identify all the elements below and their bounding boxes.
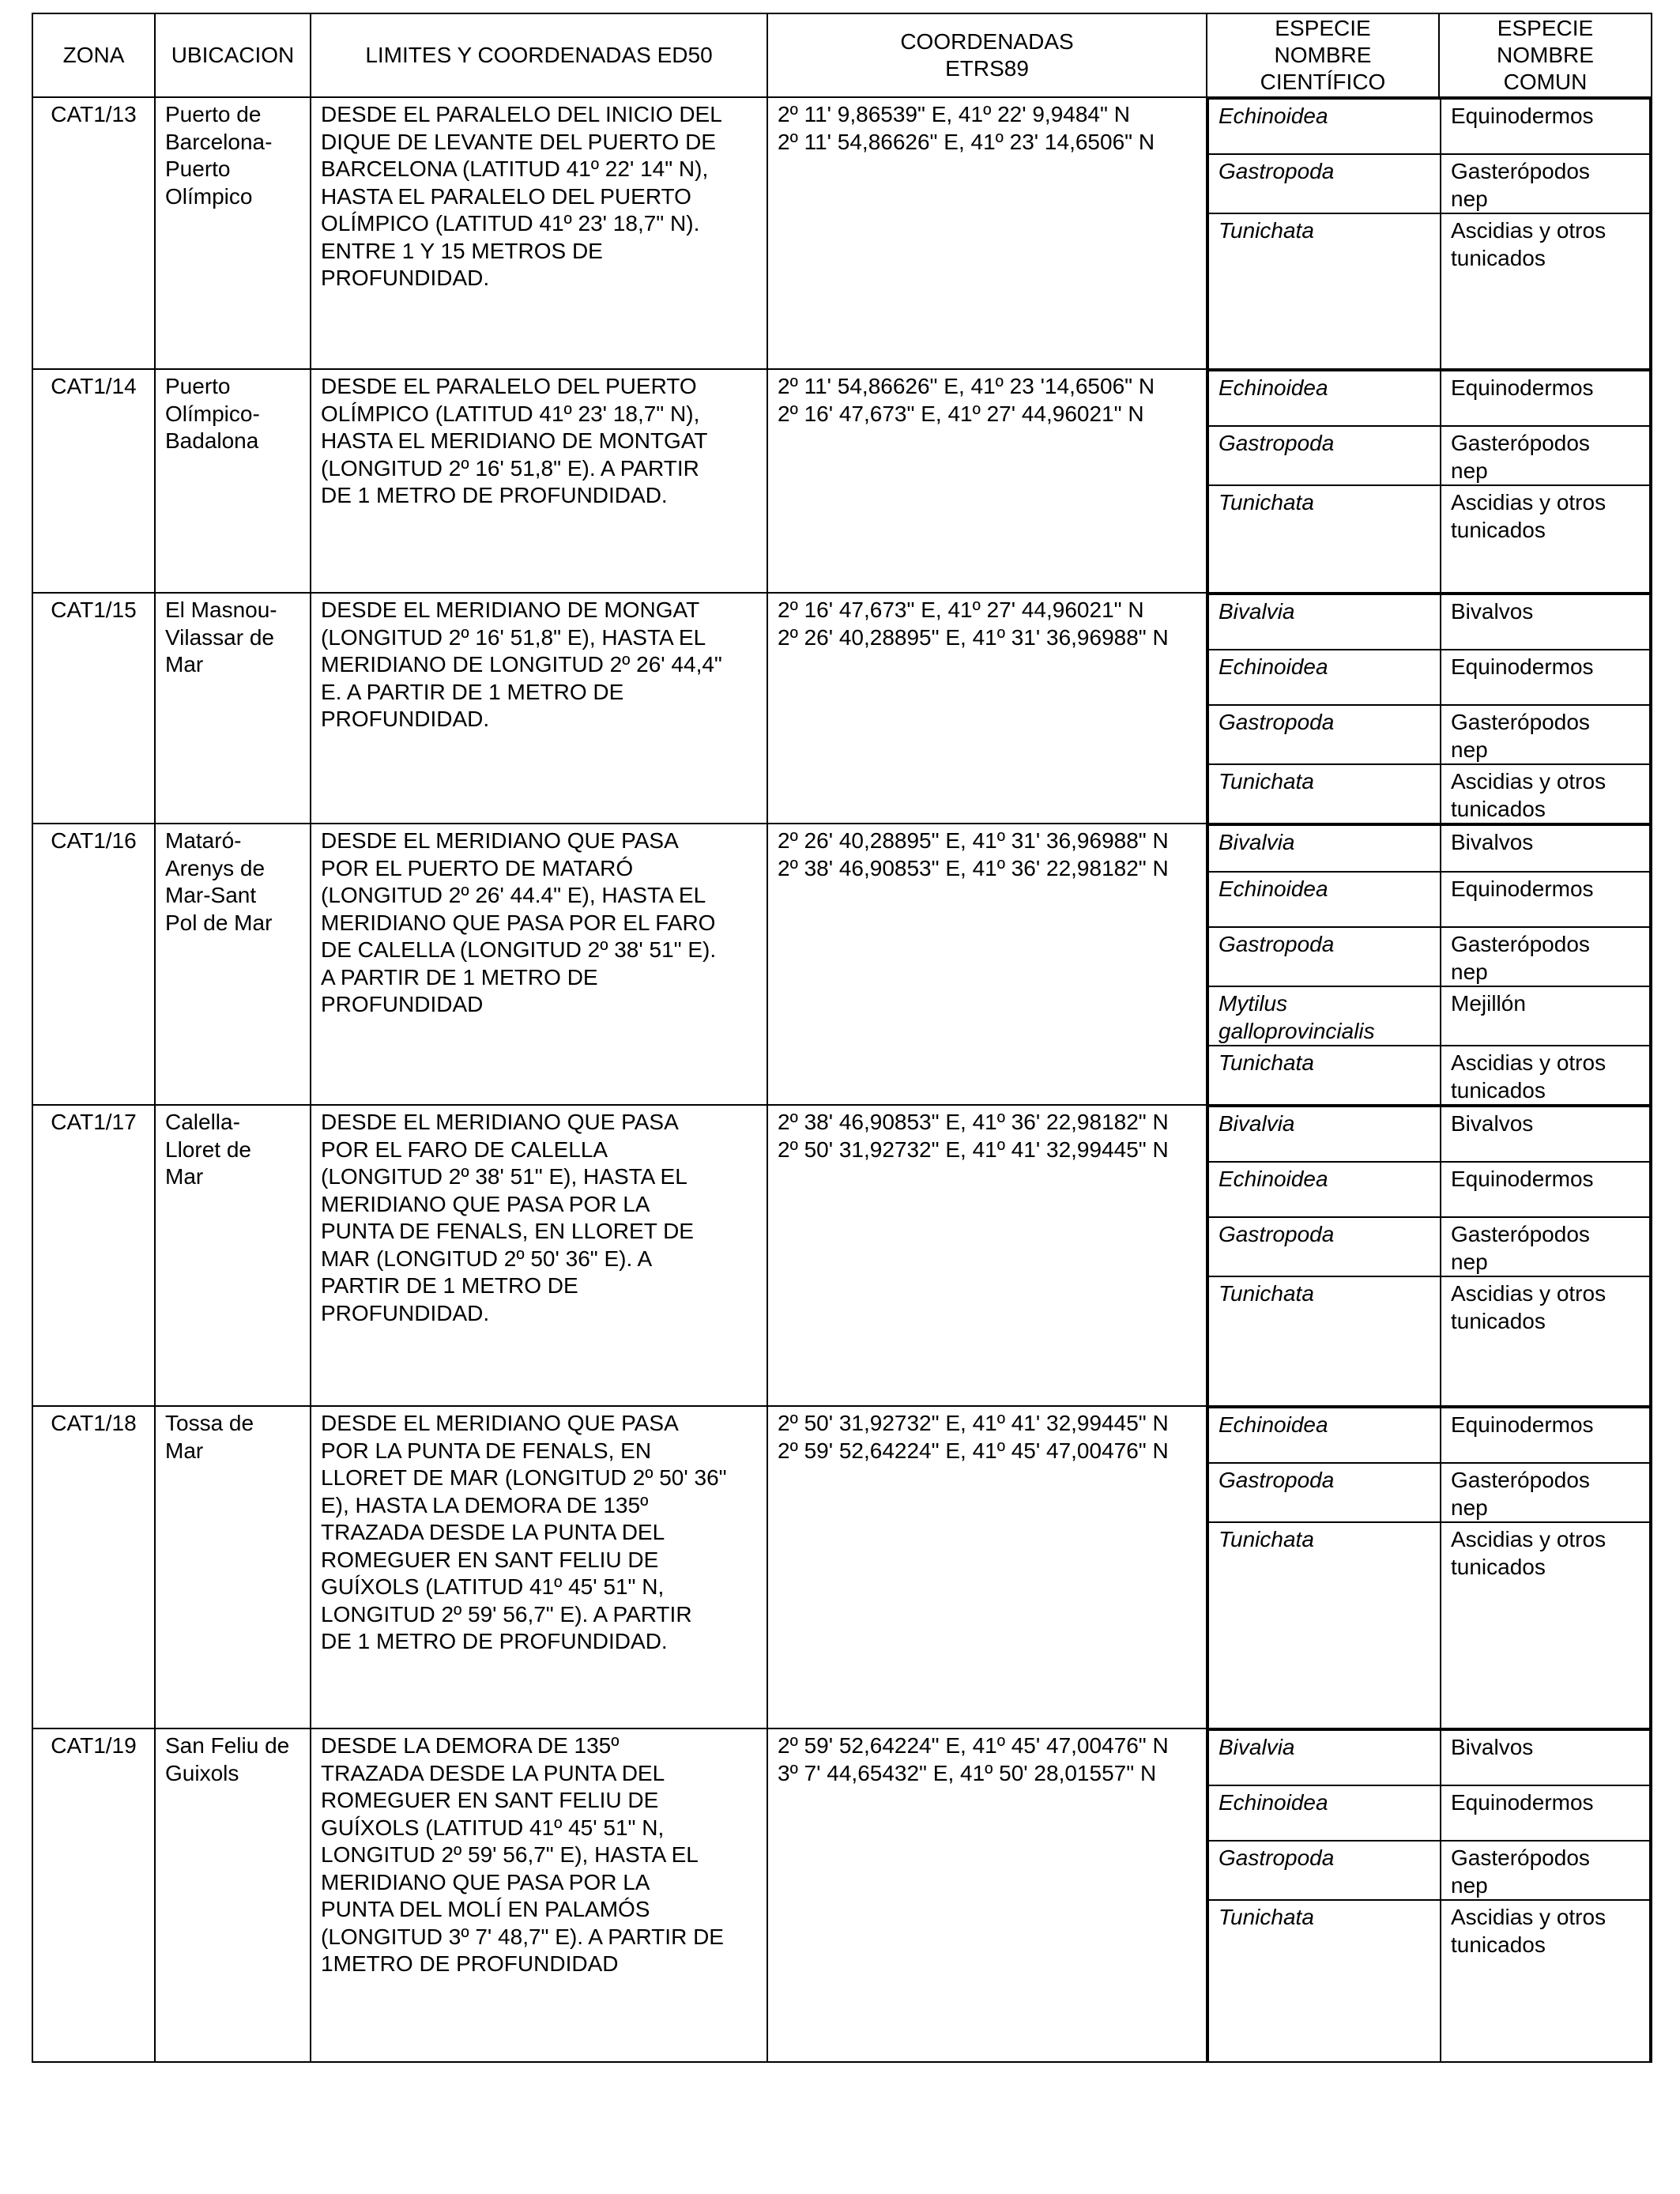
- especie-cientifico-cell: [1208, 485, 1441, 592]
- especie-nombre-comun: Equinodermos: [1451, 654, 1594, 679]
- especies-cell: [1207, 593, 1652, 824]
- especie-comun-cell: [1441, 99, 1650, 154]
- especie-comun-cell: [1441, 1162, 1650, 1217]
- especie-nombre-comun: Ascidias y otros tunicados: [1451, 490, 1607, 542]
- especie-nombre-cientifico: Gastropoda: [1219, 710, 1335, 734]
- especie-nombre-cientifico: Echinoidea: [1219, 654, 1328, 679]
- especie-comun-cell: [1441, 594, 1650, 650]
- especie-cientifico-cell: [1208, 927, 1441, 986]
- especie-comun-cell: [1441, 371, 1650, 426]
- especie-cientifico-cell: [1208, 154, 1441, 213]
- especie-cientifico-cell: [1208, 986, 1441, 1046]
- ubicacion-text: Tossa de Mar: [165, 1411, 254, 1463]
- zona-code: CAT1/15: [51, 598, 137, 622]
- especie-row: [1208, 99, 1650, 154]
- header-nombre-cientifico: ESPECIE NOMBRE CIENTÍFICO: [1207, 13, 1439, 97]
- especie-row: [1208, 705, 1650, 764]
- especie-cientifico-cell: [1208, 1162, 1441, 1217]
- especie-comun-cell: [1441, 1217, 1650, 1276]
- ubicacion-text-cell: [155, 1728, 311, 2062]
- ubicacion-text-cell: [155, 593, 311, 824]
- limites-text-cell: [311, 1728, 767, 2062]
- header-nombre-comun: ESPECIE NOMBRE COMUN: [1439, 13, 1652, 97]
- especie-nombre-cientifico: Echinoidea: [1219, 1167, 1328, 1191]
- coordenadas-text: 2º 16' 47,673" E, 41º 27' 44,96021" N 2º 26' 40,28895" E, 41º 31' 36,96988" N: [778, 598, 1169, 650]
- ubicacion-text: Puerto de Barcelona- Puerto Olímpico: [165, 102, 273, 209]
- limites-text: DESDE EL PARALELO DEL PUERTO OLÍMPICO (LATITUD 41º 23' 18,7" N), HASTA EL MERIDIANO DE MONTGAT (LONGITUD 2º 16' 51,8" E). A PARTIR DE 1 METRO DE PROFUNDIDAD.: [321, 374, 708, 507]
- especie-nombre-comun: Bivalvos: [1451, 599, 1534, 624]
- coordenadas-text-cell: [767, 97, 1207, 369]
- especie-nombre-comun: Equinodermos: [1451, 1790, 1594, 1815]
- especie-row: [1208, 1162, 1650, 1217]
- especie-nombre-cientifico: Bivalvia: [1219, 1111, 1295, 1136]
- zona-code: CAT1/13: [51, 102, 137, 126]
- especie-nombre-comun: Bivalvos: [1451, 1735, 1534, 1759]
- especie-cientifico-cell: [1208, 1408, 1441, 1463]
- especie-row: [1208, 154, 1650, 213]
- especie-row: [1208, 825, 1650, 872]
- especie-comun-cell: [1441, 986, 1650, 1046]
- especie-nombre-cientifico: Tunichata: [1219, 1050, 1314, 1075]
- limites-text-cell: [311, 369, 767, 593]
- especies-list: [1207, 1729, 1651, 2061]
- especie-cientifico-cell: [1208, 1217, 1441, 1276]
- limites-text-cell: [311, 824, 767, 1105]
- especie-comun-cell: [1441, 1106, 1650, 1162]
- limites-text: DESDE EL MERIDIANO DE MONGAT (LONGITUD 2º 16' 51,8" E), HASTA EL MERIDIANO DE LONGITUD 2º 26' 44,4" E. A PARTIR DE 1 METRO DE PROFUNDIDAD.: [321, 598, 722, 731]
- coordenadas-text-cell: [767, 1105, 1207, 1406]
- especie-comun-cell: [1441, 825, 1650, 872]
- especie-nombre-comun: Equinodermos: [1451, 876, 1594, 901]
- especie-nombre-comun: Equinodermos: [1451, 1412, 1594, 1437]
- especie-comun-cell: [1441, 426, 1650, 485]
- especie-nombre-cientifico: Bivalvia: [1219, 1735, 1295, 1759]
- ubicacion-text-cell: [155, 1105, 311, 1406]
- especie-comun-cell: [1441, 1900, 1650, 2061]
- especie-comun-cell: [1441, 1463, 1650, 1522]
- especie-nombre-comun: Gasterópodos nep: [1451, 431, 1590, 483]
- especie-nombre-cientifico: Tunichata: [1219, 769, 1314, 794]
- especie-nombre-cientifico: Gastropoda: [1219, 1222, 1335, 1246]
- especie-nombre-comun: Gasterópodos nep: [1451, 1222, 1590, 1274]
- especies-cell: [1207, 97, 1652, 369]
- limites-text: DESDE EL MERIDIANO QUE PASA POR EL PUERTO DE MATARÓ (LONGITUD 2º 26' 44.4" E), HASTA EL MERIDIANO QUE PASA POR EL FARO DE CALELLA (LONGITUD 2º 38' 51" E). A PARTIR DE 1 METRO DE PROFUNDIDAD: [321, 828, 717, 1016]
- especie-nombre-comun: Ascidias y otros tunicados: [1451, 1050, 1607, 1103]
- especie-nombre-cientifico: Tunichata: [1219, 490, 1314, 515]
- table-body: [32, 97, 1652, 2062]
- zona-code: CAT1/19: [51, 1733, 137, 1758]
- zona-code-cell: [32, 824, 155, 1105]
- especie-row: [1208, 1046, 1650, 1104]
- especie-comun-cell: [1441, 1785, 1650, 1841]
- especie-cientifico-cell: [1208, 650, 1441, 705]
- especie-cientifico-cell: [1208, 371, 1441, 426]
- especie-cientifico-cell: [1208, 1106, 1441, 1162]
- limites-text-cell: [311, 97, 767, 369]
- especie-nombre-cientifico: Gastropoda: [1219, 1845, 1335, 1870]
- especie-row: [1208, 1730, 1650, 1785]
- especies-list: [1207, 1106, 1651, 1405]
- especie-row: [1208, 1900, 1650, 2061]
- especie-row: [1208, 213, 1650, 368]
- especie-nombre-cientifico: Gastropoda: [1219, 932, 1335, 956]
- especie-nombre-cientifico: Tunichata: [1219, 1905, 1314, 1929]
- especie-nombre-cientifico: Bivalvia: [1219, 830, 1295, 854]
- header-row: [32, 13, 1652, 97]
- ubicacion-text-cell: [155, 369, 311, 593]
- coordenadas-text: 2º 50' 31,92732" E, 41º 41' 32,99445" N 2º 59' 52,64224" E, 41º 45' 47,00476" N: [778, 1411, 1169, 1463]
- limites-text: DESDE EL MERIDIANO QUE PASA POR EL FARO DE CALELLA (LONGITUD 2º 38' 51" E), HASTA EL MERIDIANO QUE PASA POR LA PUNTA DE FENALS, EN LLORET DE MAR (LONGITUD 2º 50' 36" E). A PARTIR DE 1 METRO DE PROFUNDIDAD.: [321, 1110, 694, 1325]
- table-row: [32, 1728, 1652, 2062]
- limites-text: DESDE EL PARALELO DEL INICIO DEL DIQUE DE LEVANTE DEL PUERTO DE BARCELONA (LATITUD 41º 22' 14" N), HASTA EL PARALELO DEL PUERTO OLÍMPICO (LATITUD 41º 23' 18,7" N). ENTRE 1 Y 15 METROS DE PROFUNDIDAD.: [321, 102, 722, 290]
- coordenadas-text-cell: [767, 369, 1207, 593]
- especie-comun-cell: [1441, 1841, 1650, 1900]
- header-limites: LIMITES Y COORDENADAS ED50: [311, 13, 767, 97]
- especie-nombre-cientifico: Echinoidea: [1219, 876, 1328, 901]
- especie-cientifico-cell: [1208, 213, 1441, 368]
- ubicacion-text: Calella- Lloret de Mar: [165, 1110, 251, 1189]
- limites-text-cell: [311, 593, 767, 824]
- ubicacion-text-cell: [155, 97, 311, 369]
- coordenadas-text-cell: [767, 593, 1207, 824]
- especie-nombre-comun: Ascidias y otros tunicados: [1451, 769, 1607, 821]
- especie-cientifico-cell: [1208, 825, 1441, 872]
- coordenadas-text: 2º 26' 40,28895" E, 41º 31' 36,96988" N 2º 38' 46,90853" E, 41º 36' 22,98182" N: [778, 828, 1169, 880]
- zones-table: [32, 13, 1652, 2063]
- especies-list: [1207, 98, 1651, 368]
- especie-comun-cell: [1441, 927, 1650, 986]
- coordenadas-text: 2º 59' 52,64224" E, 41º 45' 47,00476" N 3º 7' 44,65432" E, 41º 50' 28,01557" N: [778, 1733, 1169, 1785]
- zona-code-cell: [32, 1105, 155, 1406]
- ubicacion-text: Puerto Olímpico- Badalona: [165, 374, 260, 453]
- especie-comun-cell: [1441, 650, 1650, 705]
- especie-nombre-cientifico: Gastropoda: [1219, 431, 1335, 455]
- limites-text: DESDE EL MERIDIANO QUE PASA POR LA PUNTA DE FENALS, EN LLORET DE MAR (LONGITUD 2º 50' 36" E), HASTA LA DEMORA DE 135º TRAZADA DESDE LA PUNTA DEL ROMEGUER EN SANT FELIU DE GUÍXOLS (LATITUD 41º 45' 51" N, LONGITUD 2º 59' 56,7" E). A PARTIR DE 1 METRO DE PROFUNDIDAD.: [321, 1411, 727, 1653]
- ubicacion-text: Mataró- Arenys de Mar-Sant Pol de Mar: [165, 828, 273, 935]
- coordenadas-text-cell: [767, 824, 1207, 1105]
- especie-nombre-comun: Bivalvos: [1451, 1111, 1534, 1136]
- table-row: [32, 97, 1652, 369]
- especies-list: [1207, 1407, 1651, 1728]
- especie-comun-cell: [1441, 764, 1650, 823]
- ubicacion-text: San Feliu de Guixols: [165, 1733, 290, 1785]
- especie-nombre-cientifico: Bivalvia: [1219, 599, 1295, 624]
- especie-nombre-cientifico: Tunichata: [1219, 218, 1314, 243]
- coordenadas-text-cell: [767, 1728, 1207, 2062]
- especie-row: [1208, 1106, 1650, 1162]
- table-row: [32, 593, 1652, 824]
- especie-cientifico-cell: [1208, 1276, 1441, 1405]
- table-row: [32, 824, 1652, 1105]
- ubicacion-text-cell: [155, 824, 311, 1105]
- especie-nombre-comun: Ascidias y otros tunicados: [1451, 218, 1607, 270]
- especie-comun-cell: [1441, 1730, 1650, 1785]
- especie-row: [1208, 927, 1650, 986]
- especie-cientifico-cell: [1208, 1463, 1441, 1522]
- especie-cientifico-cell: [1208, 1046, 1441, 1104]
- especie-nombre-comun: Equinodermos: [1451, 1167, 1594, 1191]
- especie-comun-cell: [1441, 1522, 1650, 1728]
- zona-code-cell: [32, 593, 155, 824]
- ubicacion-text: El Masnou- Vilassar de Mar: [165, 598, 277, 677]
- especie-comun-cell: [1441, 1046, 1650, 1104]
- especie-nombre-cientifico: Tunichata: [1219, 1281, 1314, 1306]
- zona-code-cell: [32, 1728, 155, 2062]
- especie-nombre-comun: Equinodermos: [1451, 375, 1594, 400]
- especie-nombre-comun: Bivalvos: [1451, 830, 1534, 854]
- especie-row: [1208, 1276, 1650, 1405]
- ubicacion-text-cell: [155, 1406, 311, 1728]
- especie-nombre-cientifico: Echinoidea: [1219, 375, 1328, 400]
- coordenadas-text-cell: [767, 1406, 1207, 1728]
- especie-row: [1208, 371, 1650, 426]
- especie-nombre-comun: Ascidias y otros tunicados: [1451, 1905, 1607, 1957]
- coordenadas-text: 2º 11' 9,86539" E, 41º 22' 9,9484" N 2º 11' 54,86626" E, 41º 23' 14,6506" N: [778, 102, 1155, 154]
- especie-nombre-comun: Gasterópodos nep: [1451, 1468, 1590, 1520]
- especie-row: [1208, 1785, 1650, 1841]
- especies-cell: [1207, 1406, 1652, 1728]
- especie-row: [1208, 1841, 1650, 1900]
- especie-row: [1208, 1217, 1650, 1276]
- especies-list: [1207, 824, 1651, 1104]
- especie-row: [1208, 426, 1650, 485]
- especie-row: [1208, 594, 1650, 650]
- especie-nombre-cientifico: Gastropoda: [1219, 159, 1335, 183]
- especie-cientifico-cell: [1208, 1785, 1441, 1841]
- zona-code: CAT1/14: [51, 374, 137, 398]
- especie-nombre-comun: Ascidias y otros tunicados: [1451, 1527, 1607, 1579]
- zona-code: CAT1/17: [51, 1110, 137, 1134]
- especie-nombre-comun: Ascidias y otros tunicados: [1451, 1281, 1607, 1333]
- especie-cientifico-cell: [1208, 1841, 1441, 1900]
- especie-nombre-comun: Gasterópodos nep: [1451, 710, 1590, 762]
- especies-cell: [1207, 369, 1652, 593]
- especies-cell: [1207, 1105, 1652, 1406]
- table-row: [32, 1105, 1652, 1406]
- especie-nombre-cientifico: Echinoidea: [1219, 1790, 1328, 1815]
- especie-cientifico-cell: [1208, 1730, 1441, 1785]
- especie-nombre-cientifico: Echinoidea: [1219, 104, 1328, 128]
- especie-comun-cell: [1441, 1408, 1650, 1463]
- especie-nombre-comun: Gasterópodos nep: [1451, 1845, 1590, 1898]
- especie-row: [1208, 1522, 1650, 1728]
- table-row: [32, 369, 1652, 593]
- zona-code-cell: [32, 97, 155, 369]
- zona-code: CAT1/16: [51, 828, 137, 853]
- especie-cientifico-cell: [1208, 764, 1441, 823]
- especie-nombre-cientifico: Gastropoda: [1219, 1468, 1335, 1492]
- especie-row: [1208, 1463, 1650, 1522]
- especie-row: [1208, 485, 1650, 592]
- especie-comun-cell: [1441, 705, 1650, 764]
- especie-nombre-cientifico: Echinoidea: [1219, 1412, 1328, 1437]
- especie-row: [1208, 1408, 1650, 1463]
- coordenadas-text: 2º 38' 46,90853" E, 41º 36' 22,98182" N 2º 50' 31,92732" E, 41º 41' 32,99445" N: [778, 1110, 1169, 1162]
- zona-code-cell: [32, 1406, 155, 1728]
- especie-comun-cell: [1441, 485, 1650, 592]
- especie-row: [1208, 650, 1650, 705]
- especie-cientifico-cell: [1208, 594, 1441, 650]
- limites-text: DESDE LA DEMORA DE 135º TRAZADA DESDE LA PUNTA DEL ROMEGUER EN SANT FELIU DE GUÍXOLS (LATITUD 41º 45' 51" N, LONGITUD 2º 59' 56,7" E), HASTA EL MERIDIANO QUE PASA POR LA PUNTA DEL MOLÍ EN PALAMÓS (LONGITUD 3º 7' 48,7" E). A PARTIR DE 1METRO DE PROFUNDIDAD: [321, 1733, 724, 1976]
- especie-cientifico-cell: [1208, 99, 1441, 154]
- especie-cientifico-cell: [1208, 872, 1441, 927]
- especie-nombre-comun: Gasterópodos nep: [1451, 159, 1590, 211]
- especie-cientifico-cell: [1208, 705, 1441, 764]
- especie-comun-cell: [1441, 213, 1650, 368]
- coordenadas-text: 2º 11' 54,86626" E, 41º 23 '14,6506" N 2º 16' 47,673" E, 41º 27' 44,96021" N: [778, 374, 1155, 426]
- especie-row: [1208, 764, 1650, 823]
- especies-list: [1207, 594, 1651, 823]
- header-zona: ZONA: [32, 13, 155, 97]
- zona-code-cell: [32, 369, 155, 593]
- especie-nombre-comun: Equinodermos: [1451, 104, 1594, 128]
- especie-cientifico-cell: [1208, 1522, 1441, 1728]
- especie-nombre-comun: Mejillón: [1451, 991, 1526, 1016]
- zona-code: CAT1/18: [51, 1411, 137, 1435]
- especie-row: [1208, 986, 1650, 1046]
- header-ubicacion: UBICACION: [155, 13, 311, 97]
- especie-comun-cell: [1441, 872, 1650, 927]
- especie-nombre-cientifico: Tunichata: [1219, 1527, 1314, 1551]
- table-row: [32, 1406, 1652, 1728]
- limites-text-cell: [311, 1105, 767, 1406]
- especie-nombre-comun: Gasterópodos nep: [1451, 932, 1590, 984]
- especie-comun-cell: [1441, 1276, 1650, 1405]
- especies-cell: [1207, 1728, 1652, 2062]
- especies-cell: [1207, 824, 1652, 1105]
- especie-cientifico-cell: [1208, 426, 1441, 485]
- especie-comun-cell: [1441, 154, 1650, 213]
- especie-nombre-cientifico: Mytilus galloprovincialis: [1219, 991, 1375, 1043]
- especie-row: [1208, 872, 1650, 927]
- header-coordenadas: COORDENADAS ETRS89: [767, 13, 1207, 97]
- especies-list: [1207, 370, 1651, 592]
- limites-text-cell: [311, 1406, 767, 1728]
- especie-cientifico-cell: [1208, 1900, 1441, 2061]
